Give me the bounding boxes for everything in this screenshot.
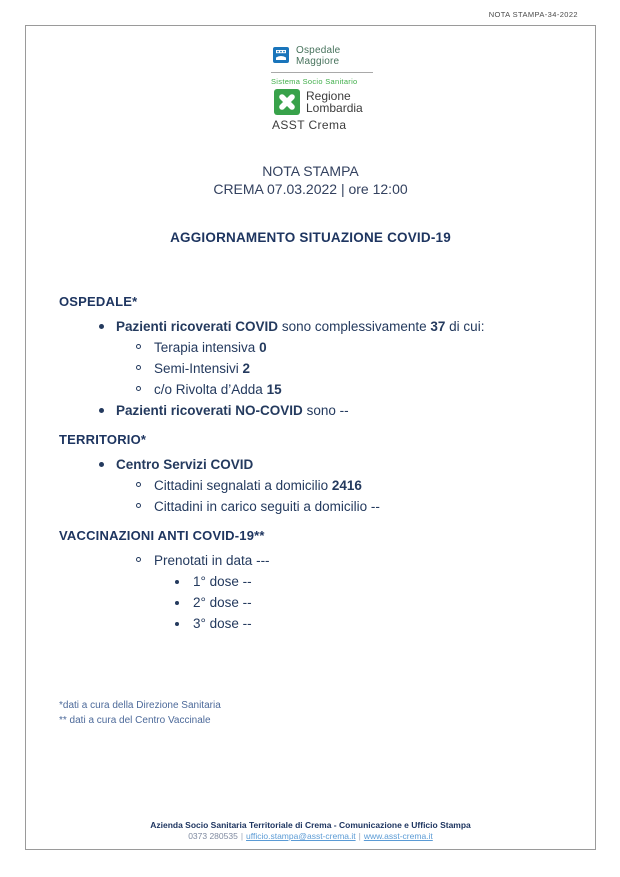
ospedale-maggiore-logo: [270, 46, 420, 67]
section: [59, 291, 577, 421]
section-items: [59, 316, 577, 421]
footer-email-link[interactable]: ufficio.stampa@asst-crema.it: [246, 831, 356, 841]
disc-bullet-icon: [99, 324, 104, 329]
footer-org-line: Azienda Socio Sanitaria Territoriale di Crema - Comunicazione e Ufficio Stampa: [150, 820, 471, 830]
circle-bullet-icon: [136, 344, 141, 349]
list-item: [59, 592, 577, 613]
asst-crema-label: ASST Crema: [272, 118, 347, 132]
list-item: [59, 337, 577, 358]
footnote: *dati a cura della Direzione Sanitaria: [59, 700, 221, 711]
ospedale-maggiore-label: Ospedale Maggiore: [296, 45, 341, 67]
page-border: [25, 25, 596, 850]
logo-block: [270, 46, 420, 132]
circle-bullet-icon: [136, 482, 141, 487]
disc-bullet-icon: [175, 622, 179, 626]
footer-contact-line: [26, 831, 595, 842]
disc-bullet-icon: [175, 601, 179, 605]
list-item: [59, 475, 577, 496]
section-heading: VACCINAZIONI ANTI COVID-19**: [59, 528, 265, 543]
list-item-text: 2° dose --: [193, 595, 252, 610]
section-items: [59, 550, 577, 634]
list-item: [59, 571, 577, 592]
section: [59, 429, 577, 517]
footer-separator: |: [240, 831, 244, 841]
section-heading: OSPEDALE*: [59, 294, 138, 309]
list-item: [59, 379, 577, 400]
section: [59, 525, 577, 634]
logo-divider: [271, 72, 373, 73]
circle-bullet-icon: [136, 386, 141, 391]
disc-bullet-icon: [175, 580, 179, 584]
list-item: [59, 454, 577, 475]
title-block: [26, 162, 595, 198]
page-footer: [26, 820, 595, 842]
document-reference: NOTA STAMPA-34-2022: [488, 10, 578, 19]
disc-bullet-icon: [99, 408, 104, 413]
list-item-text: Prenotati in data ---: [154, 553, 270, 568]
regione-lombardia-logo: [270, 89, 420, 115]
list-item-text: c/o Rivolta d’Adda 15: [154, 382, 282, 397]
list-item-text: 1° dose --: [193, 574, 252, 589]
list-item-text: Pazienti ricoverati NO-COVID sono --: [116, 403, 349, 418]
circle-bullet-icon: [136, 365, 141, 370]
footer-separator: |: [358, 831, 361, 841]
regione-lombardia-icon: [274, 89, 300, 115]
list-item-text: Terapia intensiva 0: [154, 340, 267, 355]
page-subtitle: CREMA 07.03.2022 | ore 12:00: [213, 181, 408, 197]
circle-bullet-icon: [136, 503, 141, 508]
list-item: [59, 316, 577, 337]
ospedale-maggiore-icon: [273, 47, 289, 63]
footer-website-link[interactable]: www.asst-crema.it: [363, 831, 433, 841]
footer-phone: 0373 280535: [188, 831, 238, 841]
footnotes: [59, 699, 577, 728]
regione-lombardia-label: Regione Lombardia: [306, 88, 363, 115]
list-item-text: Pazienti ricoverati COVID sono complessivamente 37 di cui:: [116, 319, 485, 334]
list-item: [59, 613, 577, 634]
list-item-text: Cittadini segnalati a domicilio 2416: [154, 478, 362, 493]
section-heading: TERRITORIO*: [59, 432, 147, 447]
footnote: ** dati a cura del Centro Vaccinale: [59, 714, 211, 726]
section-items: [59, 454, 577, 517]
sections: [59, 291, 577, 634]
list-item-text: Semi-Intensivi 2: [154, 361, 251, 376]
sistema-socio-sanitario-label: Sistema Socio Sanitario: [271, 77, 358, 86]
page-title: NOTA STAMPA: [262, 163, 359, 179]
list-item: [59, 496, 577, 517]
document-content: [59, 291, 577, 728]
list-item: [59, 550, 577, 571]
circle-bullet-icon: [136, 557, 141, 562]
list-item-text: 3° dose --: [193, 616, 252, 631]
list-item: [59, 400, 577, 421]
disc-bullet-icon: [99, 462, 104, 467]
list-item-text: Centro Servizi COVID: [116, 457, 254, 472]
list-item: [59, 358, 577, 379]
main-heading: AGGIORNAMENTO SITUAZIONE COVID-19: [170, 230, 451, 245]
list-item-text: Cittadini in carico seguiti a domicilio --: [154, 499, 380, 514]
